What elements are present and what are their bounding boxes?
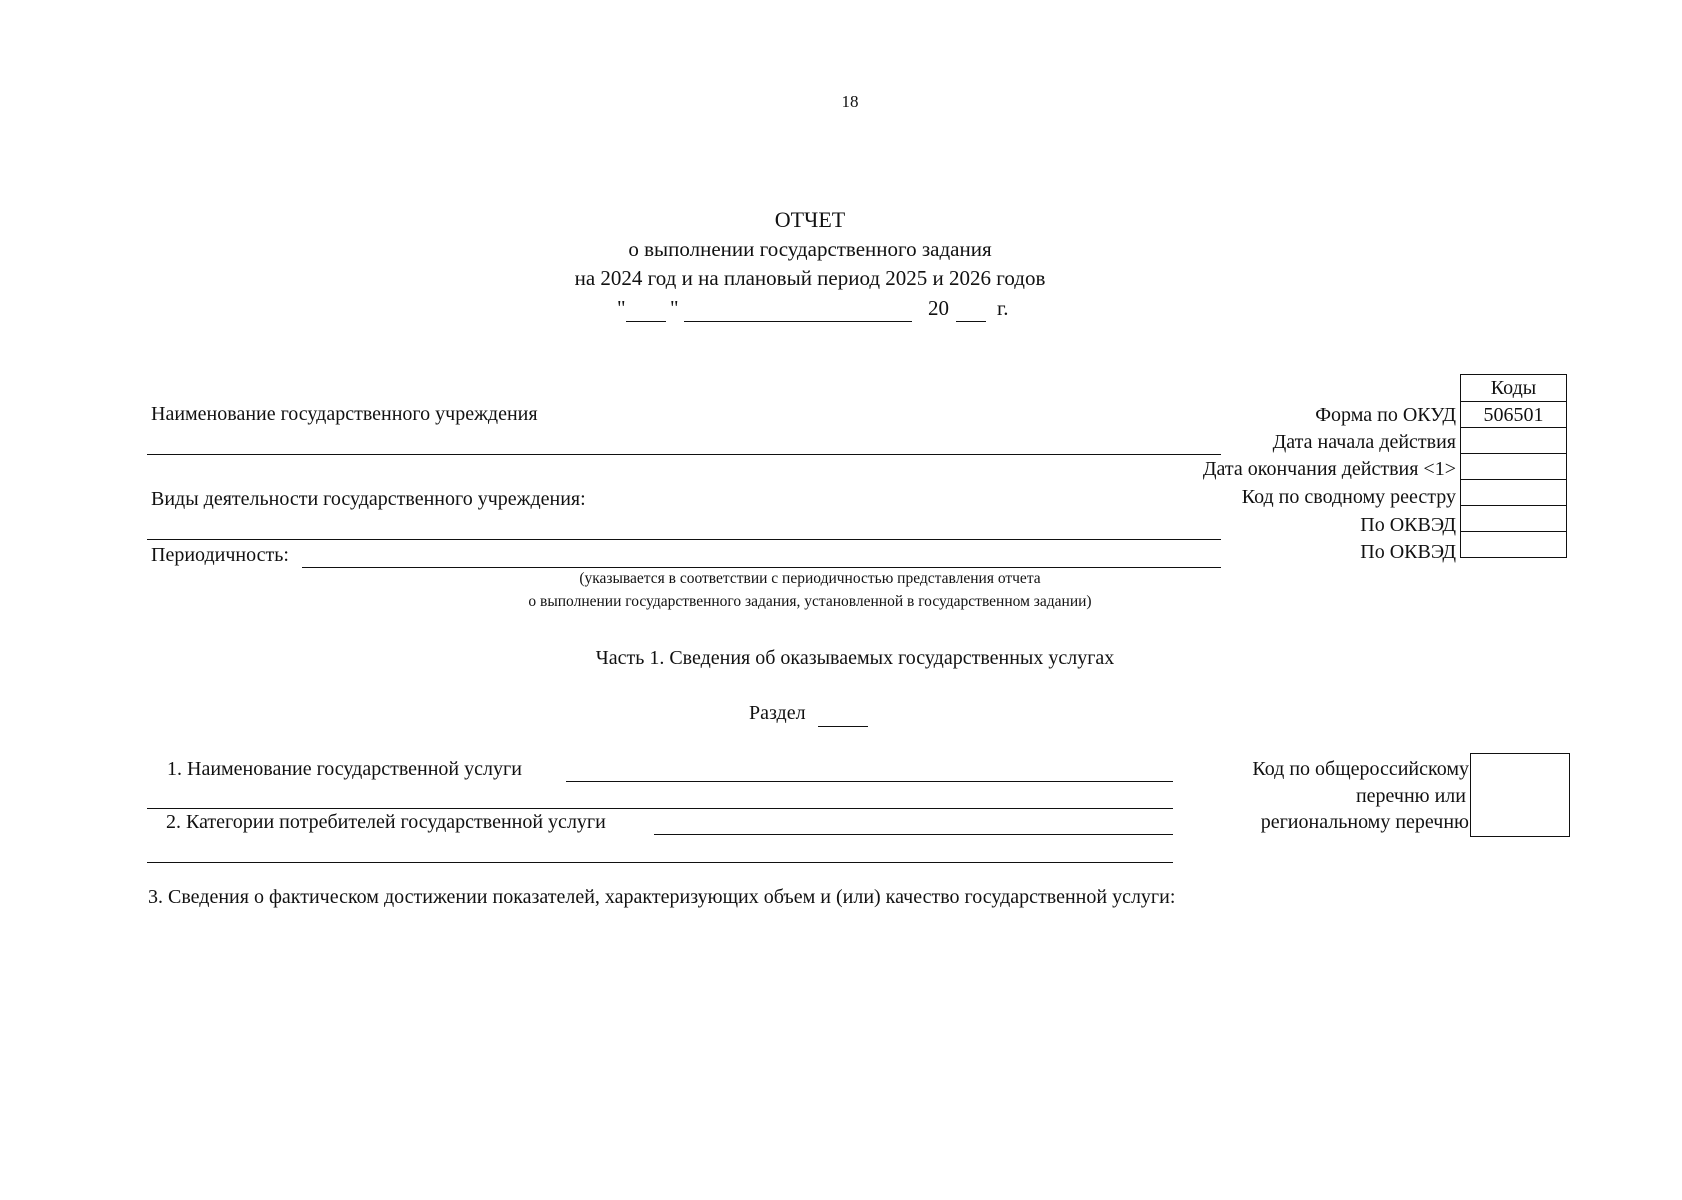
- periodicity-field[interactable]: [302, 567, 1221, 568]
- date-quote-open: ": [617, 296, 626, 320]
- consumer-categories-label: 2. Категории потребителей государственной услуги: [166, 811, 606, 833]
- activity-types-label: Виды деятельности государственного учреждения:: [151, 488, 586, 510]
- registry-code-label-line1: Код по общероссийскому: [1252, 758, 1469, 780]
- periodicity-note-line1: (указывается в соответствии с периодичностью представления отчета: [579, 570, 1041, 587]
- service-name-field-continuation[interactable]: [147, 808, 1173, 809]
- codes-table: [1460, 374, 1567, 558]
- page-number: 18: [841, 92, 859, 111]
- codes-value-okud[interactable]: 506501: [1461, 402, 1567, 428]
- codes-label-okved-2: По ОКВЭД: [1360, 541, 1456, 563]
- report-title: ОТЧЕТ: [774, 207, 846, 232]
- institution-name-field[interactable]: [147, 454, 1221, 455]
- codes-label-start-date: Дата начала действия: [1272, 431, 1456, 453]
- report-date-line: [0, 296, 1682, 326]
- date-quote-close: ": [670, 296, 679, 320]
- date-year-suffix: г.: [997, 296, 1009, 320]
- consumer-categories-field-continuation[interactable]: [147, 862, 1173, 863]
- codes-value-start-date[interactable]: [1461, 428, 1567, 454]
- codes-value-okved-2[interactable]: [1461, 532, 1567, 558]
- codes-value-registry[interactable]: [1461, 480, 1567, 506]
- part1-heading: Часть 1. Сведения об оказываемых государственных услугах: [595, 647, 1115, 669]
- registry-code-box[interactable]: [1470, 753, 1570, 837]
- codes-label-okved-1: По ОКВЭД: [1360, 514, 1456, 536]
- section-label: Раздел: [749, 702, 806, 724]
- codes-header: Коды: [1461, 375, 1567, 402]
- indicators-heading: 3. Сведения о фактическом достижении показателей, характеризующих объем и (или) качество государственной услуги:: [148, 886, 1176, 908]
- date-year-prefix: 20: [928, 296, 949, 320]
- registry-code-label-line2: перечню или: [1355, 785, 1466, 807]
- codes-label-registry: Код по сводному реестру: [1241, 486, 1456, 508]
- periodicity-label: Периодичность:: [151, 544, 289, 566]
- report-subtitle: о выполнении государственного задания: [628, 237, 992, 261]
- codes-label-okud: Форма по ОКУД: [1315, 404, 1456, 426]
- report-period: на 2024 год и на плановый период 2025 и 2026 годов: [574, 266, 1046, 290]
- codes-value-end-date[interactable]: [1461, 454, 1567, 480]
- section-number-field[interactable]: [818, 726, 868, 727]
- service-name-field[interactable]: [566, 781, 1173, 782]
- date-year-blank[interactable]: [956, 321, 986, 322]
- date-month-blank[interactable]: [684, 321, 912, 322]
- codes-value-okved-1[interactable]: [1461, 506, 1567, 532]
- date-day-blank[interactable]: [626, 321, 666, 322]
- consumer-categories-field[interactable]: [654, 834, 1173, 835]
- activity-types-field[interactable]: [147, 539, 1221, 540]
- service-name-label: 1. Наименование государственной услуги: [167, 758, 522, 780]
- registry-code-label-line3: региональному перечню: [1260, 811, 1469, 833]
- codes-label-end-date: Дата окончания действия <1>: [1202, 458, 1456, 480]
- periodicity-note-line2: о выполнении государственного задания, установленной в государственном задании): [528, 593, 1092, 610]
- institution-name-label: Наименование государственного учреждения: [151, 403, 538, 425]
